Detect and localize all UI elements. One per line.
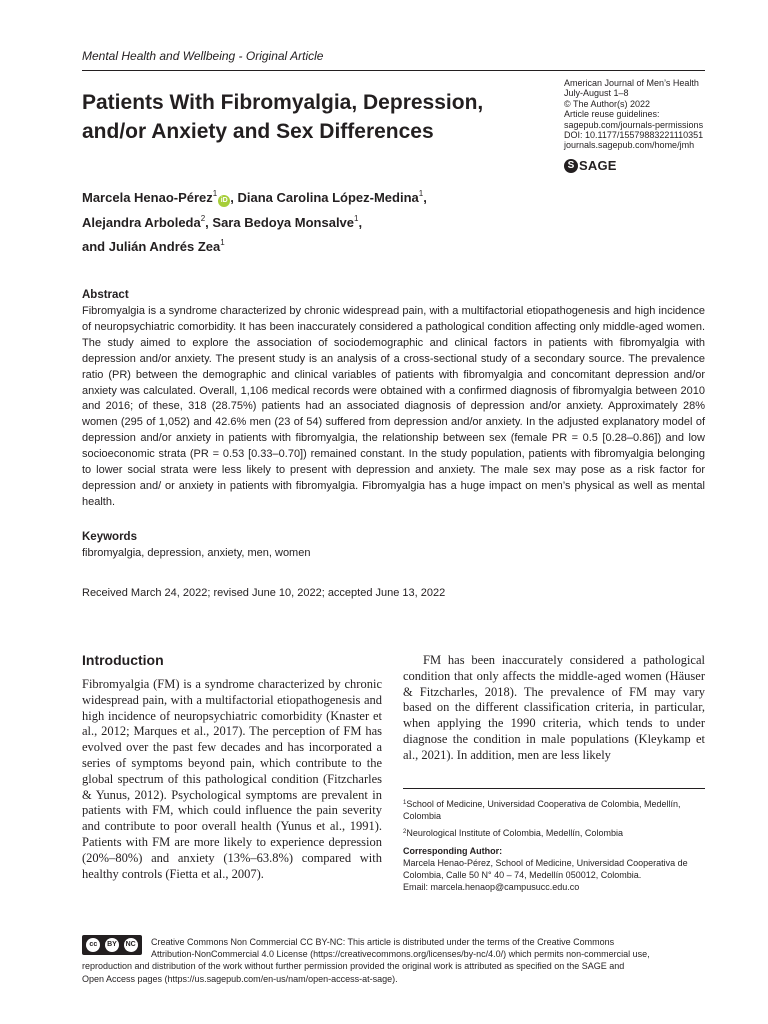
- license-text: [82, 936, 705, 985]
- affiliation-marker: 1: [212, 189, 218, 198]
- license-line-3: reproduction and distribution of the work without further permission provided the original work is attributed as specified on the SAGE and: [82, 961, 625, 972]
- journal-homepage-link[interactable]: journals.sagepub.com/home/jmh: [564, 140, 695, 151]
- by-icon: BY: [105, 938, 119, 952]
- corresponding-author-address: Marcela Henao-Pérez, School of Medicine, Universidad Cooperativa de Colombia, Calle 50 N° 40 – 74, Medellín 050012, Colombia.: [403, 858, 688, 880]
- footnote-marker: 1: [403, 800, 407, 806]
- footnotes: [403, 797, 705, 893]
- cc-icon: cc: [86, 938, 100, 952]
- author-list: [82, 184, 602, 258]
- reuse-link[interactable]: sagepub.com/journals-permissions: [564, 119, 704, 130]
- license-line-1: Creative Commons Non Commercial CC BY-NC: This article is distributed under the terms of the Creative Commons: [151, 937, 615, 947]
- footnote-text: Neurological Institute of Colombia, Medellín, Colombia: [406, 828, 623, 838]
- corresponding-author-heading: Corresponding Author:: [403, 846, 503, 856]
- footnote-marker: 2: [403, 829, 407, 835]
- sage-mark-icon: S: [564, 159, 578, 173]
- journal-name: American Journal of Men’s Health: [564, 78, 699, 88]
- keywords-list: fibromyalgia, depression, anxiety, men, women: [82, 547, 311, 559]
- keywords-heading: Keywords: [82, 531, 137, 543]
- article-title: [82, 88, 552, 146]
- corresponding-author-email[interactable]: Email: marcela.henaop@campusucc.edu.co: [403, 882, 580, 892]
- author-name: , Sara Bedoya Monsalve: [205, 214, 355, 230]
- affiliation-marker: 1: [220, 238, 225, 247]
- introduction-right-column: FM has been inaccurately considered a pathological condition that only affects the middle-aged women (Häuser & Fitzcharles, 2018). The prevalence of FM may vary based on the different classification criteria, in particular, when applying the 1990 criteria, which tends to under diagnose the condition in male populations (Kleykamp et al., 2021). In addition, men are less likely: [403, 653, 705, 762]
- author-name: Marcela Henao-Pérez: [82, 190, 213, 205]
- abstract-body: Fibromyalgia is a syndrome characterized by chronic widespread pain, with a multifactorial etiopathogenesis and high incidence of neuropsychiatric comorbidity. It has been inaccurately considered a pathological condition affecting only middle-aged women. The study aimed to explore the association of sociodemographic and clinical factors in patients with fibromyalgia with depression and/or anxiety. The present study is an analysis of a cross-sectional study of a secondary source. The prevalence ratio (PR) between the demographic and clinical variables of patients with fibromyalgia and concomitant depression and/or anxiety was calculated. Overall, 1,106 medical records were obtained with a confirmed diagnosis of fibromyalgia between 2010 and 2016; of these, 318 (28.75%) patients had an associated diagnosis of depression and/or anxiety. Approximately 28% women (295 of 1,052) and 42.6% men (23 of 54) suffered from depression and/or anxiety. In the adjusted explanatory model of depression and/or anxiety in patients with fibromyalgia, the relationship between sex (female PR = 0.5 [0.28–0.86]) and low socioeconomic strata (PR = 0.53 [0.33–0.70]) remained constant. In the study population, patients with fibromyalgia belonging to lower social strata were less likely to present with depression and anxiety. The male sex may pose as a risk factor for depression and/ or anxiety in patients with fibromyalgia. Fibromyalgia has a huge impact on men’s physical as well as mental health.: [82, 305, 705, 508]
- author-separator: ,: [358, 214, 363, 230]
- license-line-4: Open Access pages (https://us.sagepub.com/en-us/nam/open-access-at-sage).: [82, 973, 398, 984]
- title-line-1: Patients With Fibromyalgia, Depression,: [82, 91, 484, 114]
- introduction-left-column: Fibromyalgia (FM) is a syndrome characterized by chronic widespread pain, with a multifactorial etiopathogenesis and high incidence of neuropsychiatric comorbidity (Knaster et al., 2012; Marques et al., 2017). The perception of FM has evolved over the past few decades and has incorporated a series of symptoms beyond pain, which contribute to the global spectrum of this pathological condition (Fitzcharles & Yunus, 2012). Psychological symptoms are prevalent in patients with FM, which could influence the pain severity and contribute to poor overall health (Yunus et al., 1991). Patients with FM are more likely to experience depression (20%–80%) and anxiety (13%–63.8%) compared with healthy controls (Fietta et al., 2007).: [82, 677, 382, 881]
- journal-issue: July-August 1–8: [564, 88, 629, 99]
- doi-link[interactable]: DOI: 10.1177/15579883221110351: [564, 130, 704, 141]
- nc-icon: NC: [124, 938, 138, 952]
- journal-info: [564, 78, 724, 151]
- title-line-2: and/or Anxiety and Sex Differences: [82, 120, 434, 143]
- affiliation-marker: 1: [418, 189, 424, 198]
- affiliation-footnote: [403, 797, 705, 822]
- author-name: and Julián Andrés Zea: [82, 239, 221, 254]
- author-name: , Diana Carolina López-Medina: [230, 190, 419, 205]
- reuse-guidelines: Article reuse guidelines:: [564, 109, 660, 120]
- affiliation-marker: 1: [354, 213, 359, 223]
- footnote-text: School of Medicine, Universidad Cooperativa de Colombia, Medellín, Colombia: [403, 799, 681, 821]
- affiliation-footnote: [403, 826, 705, 839]
- affiliation-marker: 2: [200, 213, 206, 223]
- author-name: Alejandra Arboleda: [82, 214, 201, 230]
- abstract-heading: Abstract: [82, 289, 129, 301]
- orcid-icon[interactable]: iD: [218, 195, 230, 207]
- license-line-2: Attribution-NonCommercial 4.0 License (https://creativecommons.org/licenses/by-nc/4.0/) which permits non-commercial use,: [151, 949, 650, 960]
- introduction-heading: Introduction: [82, 652, 164, 668]
- received-dates: Received March 24, 2022; revised June 10, 2022; accepted June 13, 2022: [82, 587, 446, 599]
- header-divider: [82, 70, 705, 71]
- journal-copyright: © The Author(s) 2022: [564, 98, 651, 109]
- author-separator: ,: [423, 190, 427, 205]
- footnote-divider: [403, 788, 705, 789]
- sage-logo: [564, 158, 617, 173]
- article-section-label: Mental Health and Wellbeing - Original Article: [82, 49, 324, 63]
- sage-wordmark: SAGE: [579, 158, 617, 173]
